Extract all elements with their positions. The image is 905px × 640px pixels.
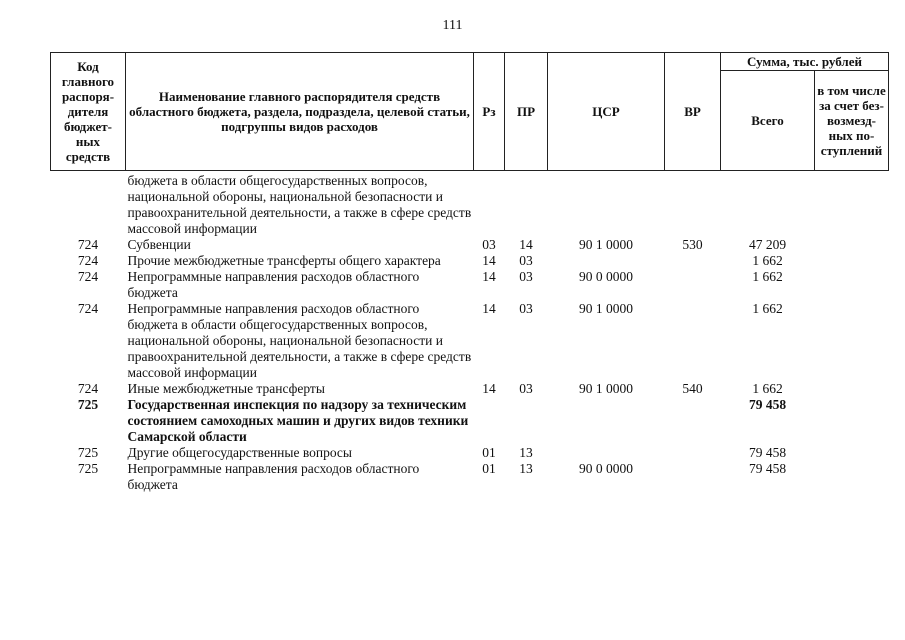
row-code <box>51 173 126 237</box>
table-row <box>51 173 889 237</box>
row-name: Иные межбюджетные трансферты <box>127 381 325 396</box>
row-rz: 14 <box>482 269 496 284</box>
row-name: Прочие межбюджетные трансферты общего характера <box>127 253 441 268</box>
header-code: Код главного распоря- дителя бюджет- ных средств <box>51 53 126 171</box>
header-total: Всего <box>721 71 815 171</box>
row-pr: 03 <box>519 301 533 316</box>
row-name: бюджета в области общегосударственных вопросов, национальной обороны, национальной безопасности и правоохранительной деятельности, а также в сфере средств массовой информации <box>127 173 472 236</box>
row-total: 1 662 <box>752 269 783 284</box>
row-rz <box>474 397 505 445</box>
row-pr <box>505 397 548 445</box>
row-pr <box>505 173 548 237</box>
row-pr: 13 <box>519 445 533 460</box>
row-total: 79 458 <box>748 461 787 476</box>
row-code: 724 <box>77 253 99 268</box>
row-total: 1 662 <box>752 253 783 268</box>
row-code: 725 <box>77 461 99 476</box>
row-total: 1 662 <box>752 381 783 396</box>
row-vr: 530 <box>682 237 703 252</box>
row-vr <box>665 397 721 445</box>
row-csr: 90 1 0000 <box>579 237 633 252</box>
table-header <box>51 53 889 171</box>
row-rz: 03 <box>482 237 496 252</box>
row-total <box>721 173 815 237</box>
row-csr <box>548 445 665 461</box>
row-total: 79 458 <box>748 397 787 412</box>
table-row <box>51 381 889 397</box>
row-incl <box>815 445 889 461</box>
row-vr <box>665 253 721 269</box>
row-csr: 90 0 0000 <box>579 461 633 476</box>
header-pr: ПР <box>505 53 548 171</box>
row-vr: 540 <box>682 381 703 396</box>
row-total: 79 458 <box>748 445 787 460</box>
table-row <box>51 397 889 445</box>
header-rz: Рз <box>474 53 505 171</box>
row-pr: 13 <box>519 461 533 476</box>
row-incl <box>815 237 889 253</box>
row-csr <box>548 253 665 269</box>
row-rz: 14 <box>482 301 496 316</box>
row-vr <box>665 461 721 493</box>
page-number: 111 <box>442 18 463 33</box>
header-incl: в том числе за счет без- возмезд- ных по- ступлений <box>815 71 889 171</box>
row-incl <box>815 381 889 397</box>
row-code: 724 <box>77 269 99 284</box>
table-row <box>51 445 889 461</box>
budget-table <box>50 52 889 493</box>
row-code: 725 <box>77 445 99 460</box>
row-incl <box>815 397 889 445</box>
row-total: 47 209 <box>748 237 787 252</box>
row-incl <box>815 301 889 381</box>
row-csr: 90 1 0000 <box>579 301 633 316</box>
row-incl <box>815 173 889 237</box>
row-csr <box>548 173 665 237</box>
table-row <box>51 301 889 381</box>
row-vr <box>665 173 721 237</box>
header-sum-group: Сумма, тыс. рублей <box>721 53 889 71</box>
row-name: Непрограммные направления расходов областного бюджета <box>127 269 420 300</box>
row-pr: 03 <box>519 269 533 284</box>
row-csr <box>548 397 665 445</box>
table-body <box>51 171 889 494</box>
row-name: Субвенции <box>127 237 191 252</box>
row-code: 725 <box>77 397 99 412</box>
row-rz <box>474 173 505 237</box>
row-code: 724 <box>77 301 99 316</box>
row-pr: 03 <box>519 253 533 268</box>
row-csr: 90 0 0000 <box>579 269 633 284</box>
row-vr <box>665 445 721 461</box>
row-name: Непрограммные направления расходов областного бюджета в области общегосударственных вопросов, национальной обороны, национальной безопасности и правоохранительной деятельности, а также в сфере средств массовой информации <box>127 301 472 380</box>
row-total: 1 662 <box>752 301 783 316</box>
row-name: Государственная инспекция по надзору за техническим состоянием самоходных машин и других видов техники Самарской области <box>127 397 469 444</box>
row-pr: 14 <box>519 237 533 252</box>
row-csr: 90 1 0000 <box>579 381 633 396</box>
header-name: Наименование главного распорядителя средств областного бюджета, раздела, подраздела, целевой статьи, подгруппы видов расходов <box>126 53 474 171</box>
row-rz: 01 <box>482 445 496 460</box>
row-pr: 03 <box>519 381 533 396</box>
row-name: Другие общегосударственные вопросы <box>127 445 352 460</box>
row-name: Непрограммные направления расходов областного бюджета <box>127 461 420 492</box>
row-code: 724 <box>77 237 99 252</box>
row-incl <box>815 269 889 301</box>
row-vr <box>665 301 721 381</box>
row-incl <box>815 253 889 269</box>
table-row <box>51 253 889 269</box>
row-incl <box>815 461 889 493</box>
header-vr: ВР <box>665 53 721 171</box>
header-csr: ЦСР <box>548 53 665 171</box>
row-rz: 14 <box>482 253 496 268</box>
row-rz: 14 <box>482 381 496 396</box>
table-row <box>51 237 889 253</box>
table-row <box>51 461 889 493</box>
table-row <box>51 269 889 301</box>
row-code: 724 <box>77 381 99 396</box>
row-vr <box>665 269 721 301</box>
row-rz: 01 <box>482 461 496 476</box>
